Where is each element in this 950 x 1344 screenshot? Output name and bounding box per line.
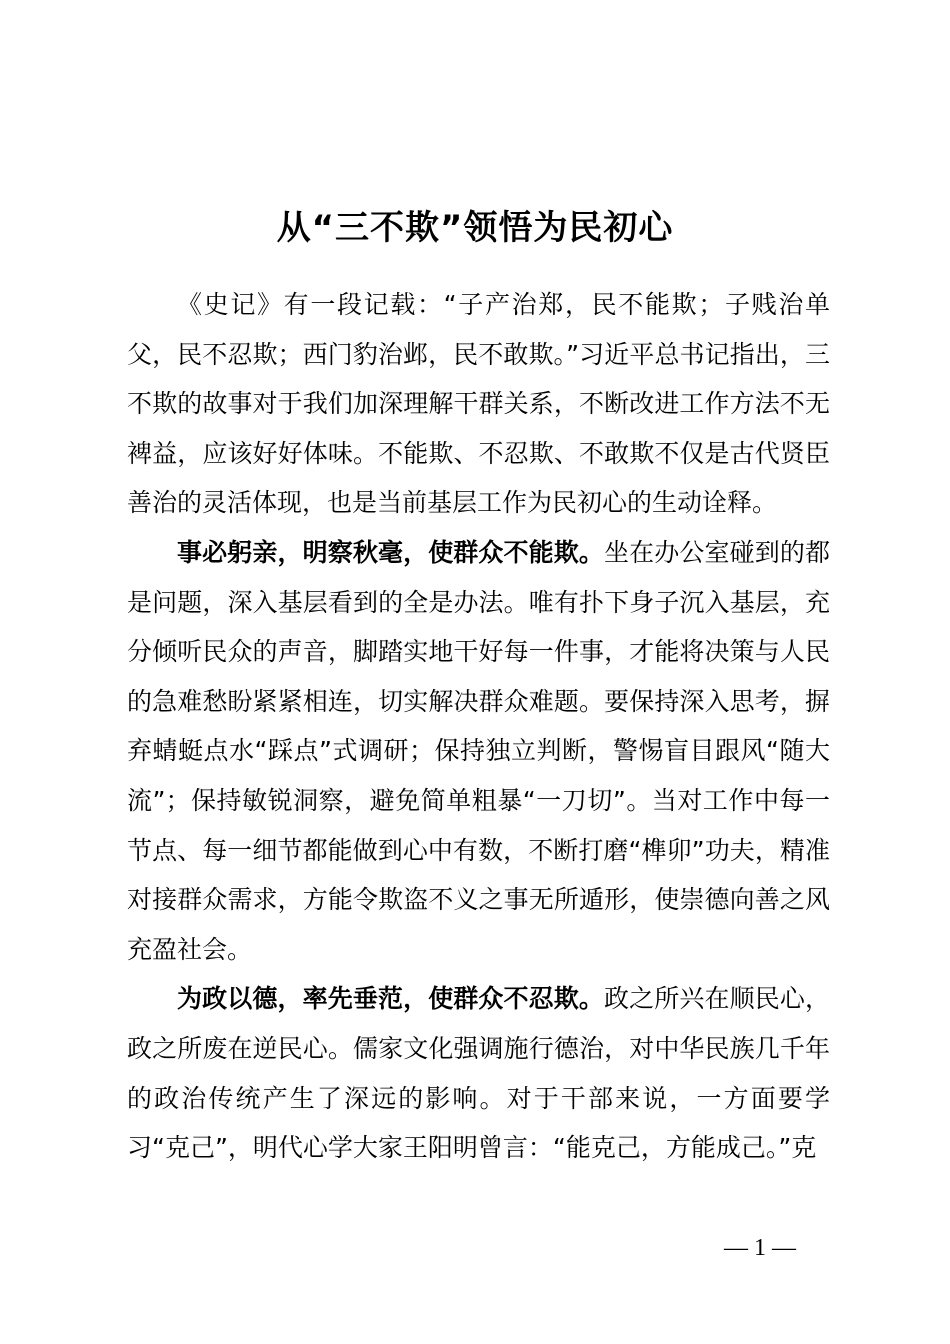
paragraph-cannot-deceive <box>127 528 830 974</box>
paragraph-lead: 事必躬亲，明察秋毫，使群众不能欺。 <box>177 537 605 567</box>
paragraph-text: 政之所兴在顺民心，政之所废在逆民心。儒家文化强调施行德治，对中华民族几千年的政治传统产生了深远的影响。对于干部来说，一方面要学习“克己”，明代心学大家王阳明曾言：“能克己，方能成己。”克 <box>127 984 830 1163</box>
paragraph-text: 《史记》有一段记载：“子产治郑，民不能欺；子贱治单父，民不忍欺；西门豹治邺，民不敢欺。”习近平总书记指出，三不欺的故事对于我们加深理解干群关系，不断改进工作方法不无裨益，应该好好体味。不能欺、不忍欺、不敢欺不仅是古代贤臣善治的灵活体现，也是当前基层工作为民初心的生动诠释。 <box>127 290 830 518</box>
paragraph-unwilling-deceive <box>127 974 830 1172</box>
page-number: — 1 — <box>724 1235 796 1261</box>
paragraph-lead: 为政以德，率先垂范，使群众不忍欺。 <box>177 984 605 1014</box>
document-body <box>127 280 830 1173</box>
document-title: 从“三不欺”领悟为民初心 <box>276 207 674 248</box>
paragraph-text: 坐在办公室碰到的都是问题，深入基层看到的全是办法。唯有扑下身子沉入基层，充分倾听民众的声音，脚踏实地干好每一件事，才能将决策与人民的急难愁盼紧紧相连，切实解决群众难题。要保持深入思考，摒弃蜻蜓点水“踩点”式调研；保持独立判断，警惕盲目跟风“随大流”；保持敏锐洞察，避免简单粗暴“一刀切”。当对工作中每一节点、每一细节都能做到心中有数，不断打磨“榫卯”功夫，精准对接群众需求，方能令欺盗不义之事无所遁形，使崇德向善之风充盈社会。 <box>127 537 830 964</box>
paragraph-intro <box>127 280 830 528</box>
